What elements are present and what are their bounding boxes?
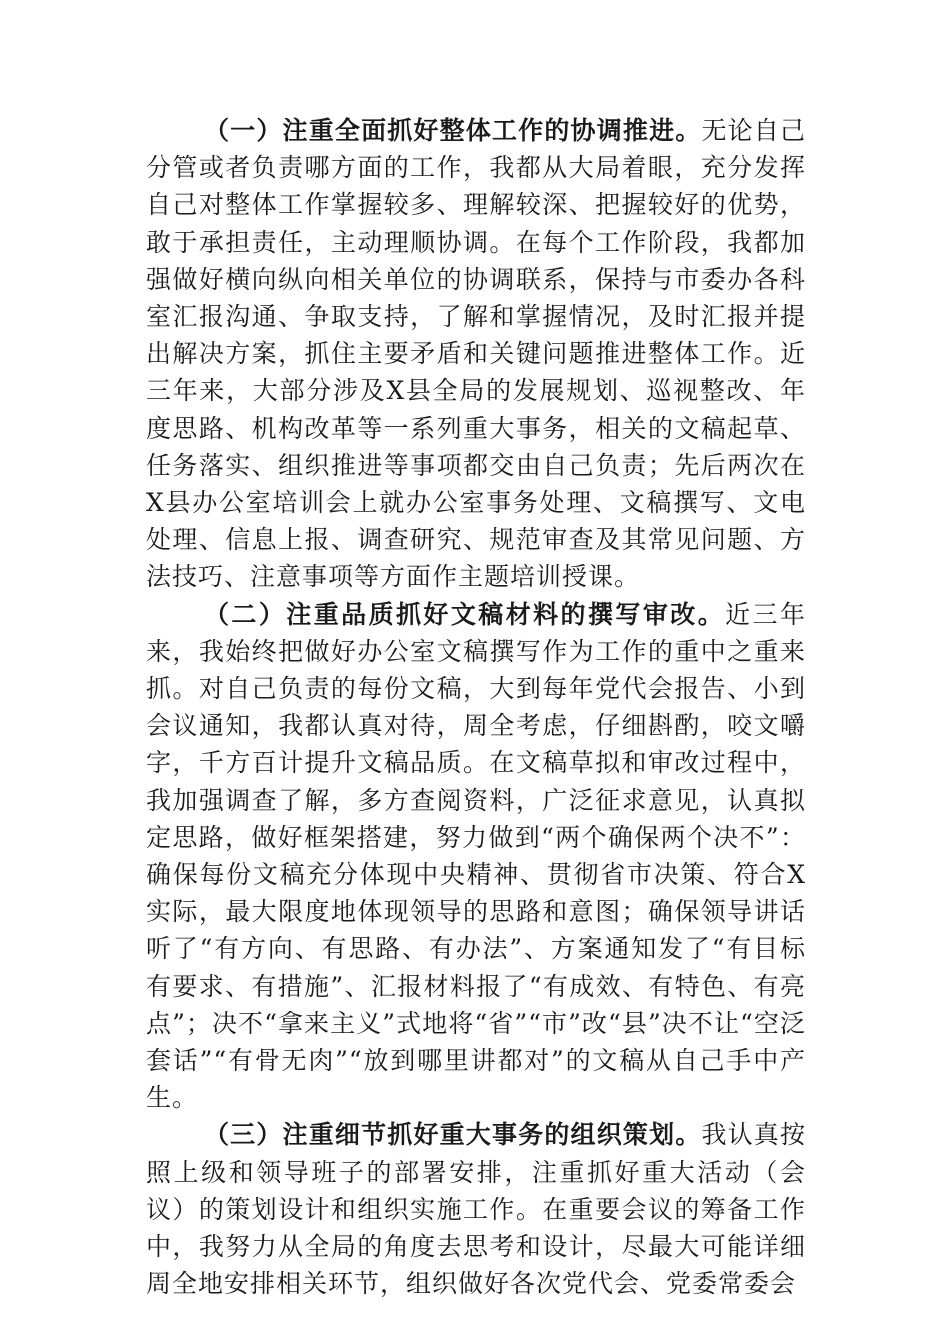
paragraph-1-text: 无论自己分管或者负责哪方面的工作，我都从大局着眼，充分发挥自己对整体工作掌握较多、理解较深、把握较好的优势，敢于承担责任，主动理顺协调。在每个工作阶段，我都加强做好横向纵向相关单位的协调联系，保持与市委办各科室汇报沟通、争取支持，了解和掌握情况，及时汇报并提出解决方案，抓住主要矛盾和关键问题推进整体工作。近三年来，大部分涉及X县全局的发展规划、巡视整改、年度思路、机构改革等一系列重大事务，相关的文稿起草、任务落实、组织推进等事项都交由自己负责；先后两次在X县办公室培训会上就办公室事务处理、文稿撰写、文电处理、信息上报、调查研究、规范审查及其常见问题、方法技巧、注意事项等方面作主题培训授课。: [146, 116, 806, 592]
paragraph-2-text: 近三年来，我始终把做好办公室文稿撰写作为工作的重中之重来抓。对自己负责的每份文稿，大到每年党代会报告、小到会议通知，我都认真对待，周全考虑，仔细斟酌，咬文嚼字，千方百计提升文稿品质。在文稿草拟和审改过程中，我加强调查了解，多方查阅资料，广泛征求意见，认真拟定思路，做好框架搭建，努力做到“两个确保两个决不”：确保每份文稿充分体现中央精神、贯彻省市决策、符合X实际，最大限度地体现领导的思路和意图；确保领导讲话听了“有方向、有思路、有办法”、方案通知发了“有目标有要求、有措施”、汇报材料报了“有成效、有特色、有亮点”；决不“拿来主义”式地将“省”“市”改“县”决不让“空泛套话”“有骨无肉”“放到哪里讲都对”的文稿从自己手中产生。: [146, 599, 806, 1113]
paragraph-3-text: 我认真按照上级和领导班子的部署安排，注重抓好重大活动（会议）的策划设计和组织实施工作。在重要会议的筹备工作中，我努力从全局的角度去思考和设计，尽最大可能详细周全地安排相关环节，组织做好各次党代会、党委常委会: [146, 1120, 806, 1299]
paragraph-3: [146, 1116, 806, 1302]
document-body: [146, 112, 806, 1303]
paragraph-1-heading: （一）注重全面抓好整体工作的协调推进。: [204, 116, 702, 145]
paragraph-2-heading: （二）注重品质抓好文稿材料的撰写审改。: [204, 599, 726, 629]
paragraph-2: [146, 596, 806, 1117]
paragraph-1: [146, 112, 806, 596]
paragraph-3-heading: （三）注重细节抓好重大事务的组织策划。: [204, 1120, 702, 1150]
